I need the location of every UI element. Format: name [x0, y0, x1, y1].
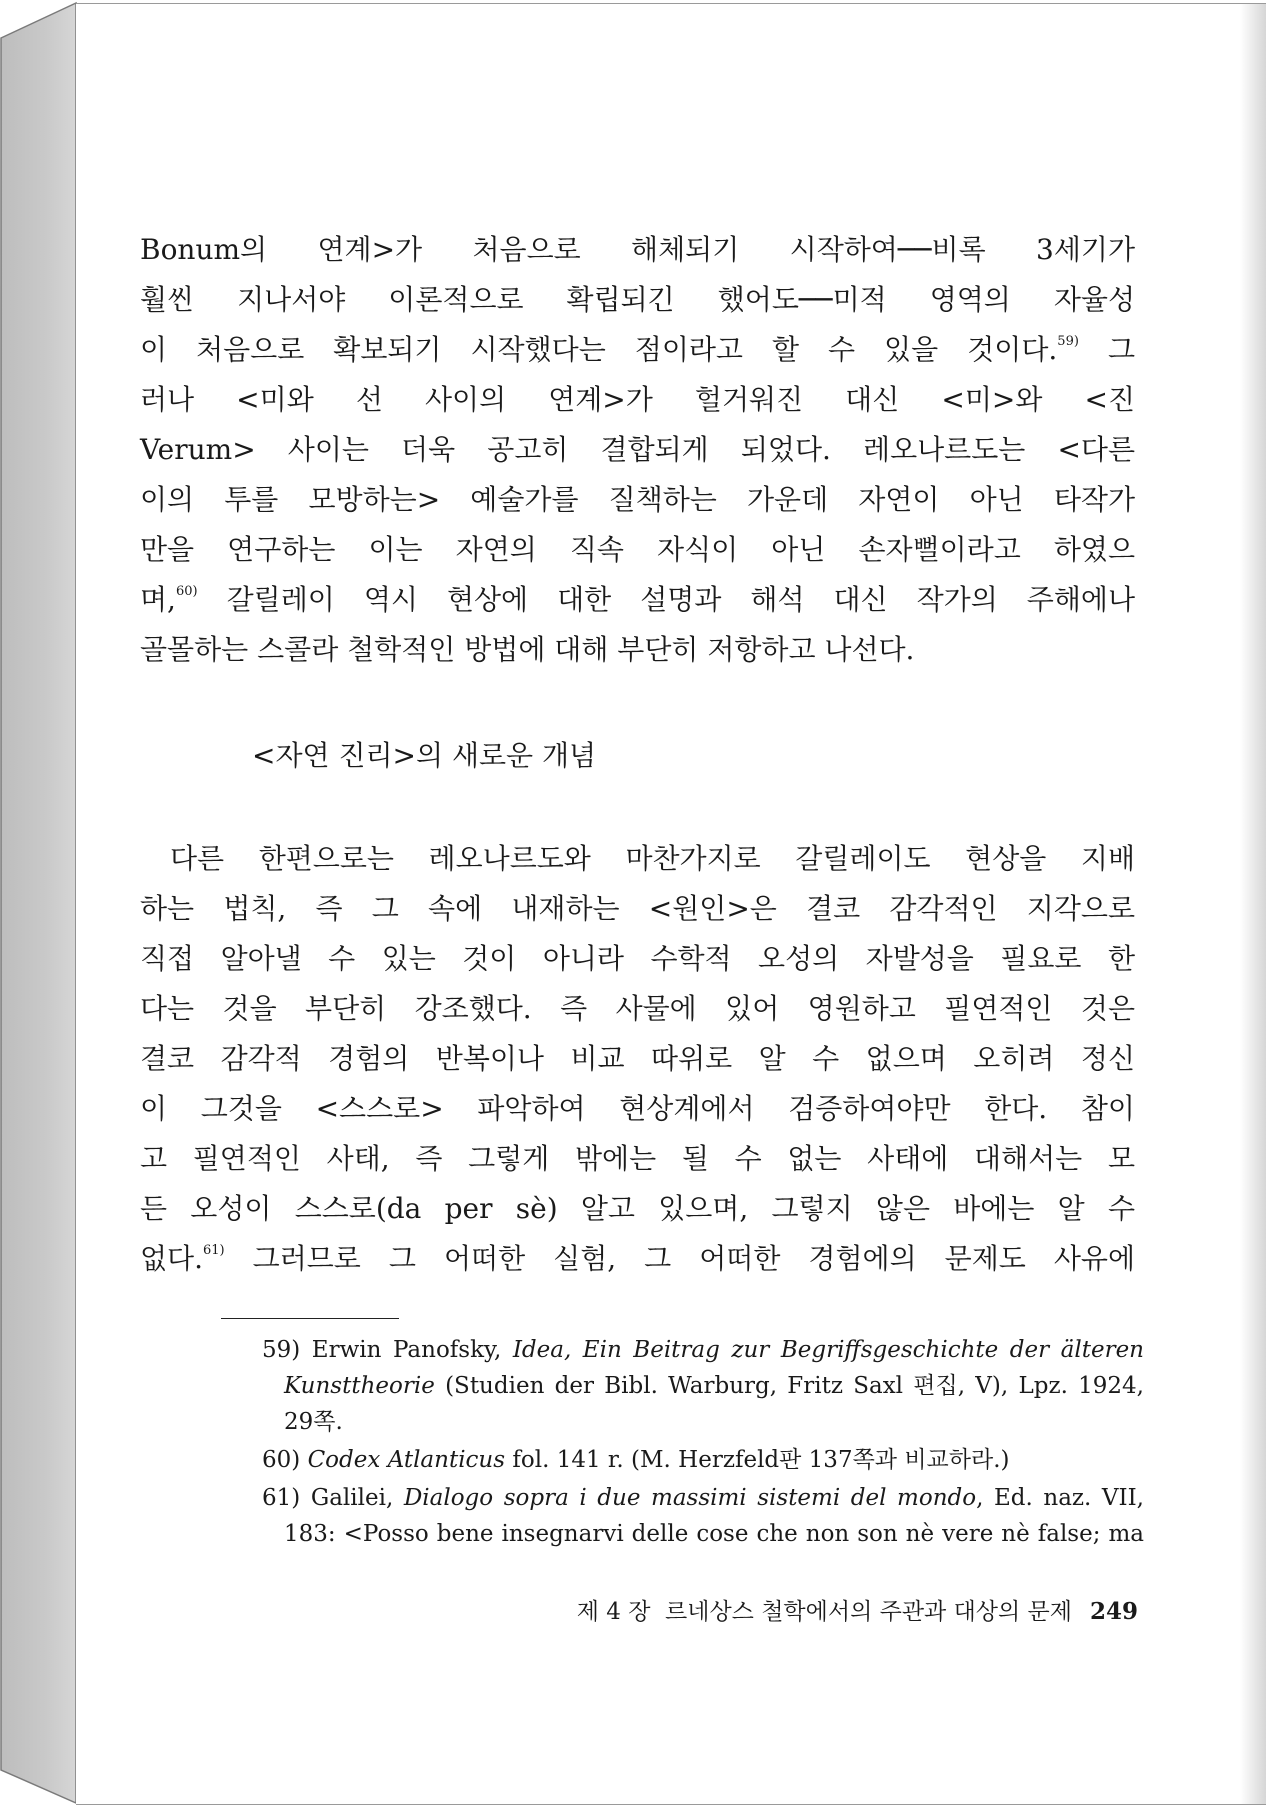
text-segment: 며, [140, 583, 176, 616]
footnote-text: , Ed. naz. VII, [976, 1485, 1144, 1511]
footnote-number: 60) [262, 1447, 301, 1473]
text-line: 골몰하는 스콜라 철학적인 방법에 대해 부단히 저항하고 나선다. [140, 633, 915, 666]
text-line [140, 1234, 1135, 1284]
footnote-line [262, 1332, 1144, 1368]
footnote-ref-61[interactable]: 61) [203, 1243, 225, 1258]
page-number: 249 [1089, 1598, 1138, 1625]
running-footer [498, 1594, 1138, 1630]
text-segment: 없다. [140, 1242, 203, 1275]
footnote-title: Kunsttheorie [284, 1373, 435, 1399]
paragraph-1 [140, 225, 1135, 675]
section-heading: <자연 진리>의 새로운 개념 [252, 739, 597, 772]
footnote-59 [262, 1332, 1144, 1440]
footnote-ref-59[interactable]: 59) [1057, 334, 1079, 349]
text-line: 고 필연적인 사태, 즉 그렇게 밖에는 될 수 없는 사태에 대해서는 모 [140, 1142, 1135, 1175]
footnote-60 [262, 1442, 1144, 1478]
text-line: 다는 것을 부단히 강조했다. 즉 사물에 있어 영원하고 필연적인 것은 [140, 992, 1135, 1025]
footnote-number: 59) [262, 1337, 301, 1363]
footnote-ref-60[interactable]: 60) [175, 584, 198, 599]
text-line: 러나 <미와 선 사이의 연계>가 헐거워진 대신 <미>와 <진 [140, 383, 1135, 416]
text-line: 이의 투를 모방하는> 예술가를 질책하는 가운데 자연이 아닌 타작가 [140, 483, 1135, 516]
footnotes [262, 1332, 1144, 1554]
footnote-text: fol. 141 r. (M. Herzfeld판 137쪽과 비교하라.) [505, 1447, 1010, 1473]
footnote-61 [262, 1480, 1144, 1552]
footnote-line: 183: <Posso bene insegnarvi delle cose che non son nè vere nè false; ma [284, 1521, 1144, 1547]
footnote-author: Erwin Panofsky, [311, 1337, 513, 1363]
footnote-author: Galilei, [310, 1485, 404, 1511]
text-line: 만을 연구하는 이는 자연의 직속 자식이 아닌 손자뻘이라고 하였으 [140, 533, 1135, 566]
text-line: 훨씬 지나서야 이론적으로 확립되긴 했어도──미적 영역의 자율성 [140, 283, 1135, 316]
footnote-number: 61) [262, 1485, 301, 1511]
text-line: 든 오성이 스스로(da per sè) 알고 있으며, 그렇지 않은 바에는 알 수 [140, 1192, 1135, 1225]
footnote-title: Idea, Ein Beitrag zur Begriffsgeschichte der älteren [512, 1337, 1144, 1363]
footnote-line: 29쪽. [284, 1409, 343, 1435]
chapter-title: 제 4 장 르네상스 철학에서의 주관과 대상의 문제 [576, 1599, 1072, 1625]
footnote-title: Dialogo sopra i due massimi sistemi del mondo [403, 1485, 977, 1511]
text-line: 직접 알아낼 수 있는 것이 아니라 수학적 오성의 자발성을 필요로 한 [140, 942, 1135, 975]
footnote-line [262, 1368, 1144, 1404]
text-segment: 갈릴레이 역시 현상에 대한 설명과 해석 대신 작가의 주해에나 [197, 583, 1135, 616]
footnote-text: (Studien der Bibl. Warburg, Fritz Saxl 편집, V), Lpz. 1924, [434, 1373, 1144, 1399]
text-segment: 그 [1078, 333, 1135, 366]
text-line [140, 325, 1135, 375]
footnote-separator [221, 1318, 399, 1319]
text-line: Bonum의 연계>가 처음으로 해체되기 시작하여──비록 3세기가 [140, 233, 1135, 266]
page-edge-shadow [1240, 4, 1266, 1804]
book-spine [0, 0, 78, 1806]
text-line: 다른 한편으로는 레오나르도와 마찬가지로 갈릴레이도 현상을 지배 [170, 842, 1135, 875]
footnote-line [262, 1480, 1144, 1516]
text-segment: 이 처음으로 확보되기 시작했다는 점이라고 할 수 있을 것이다. [140, 333, 1058, 366]
footnote-title: Codex Atlanticus [307, 1447, 506, 1473]
footnote-line [262, 1442, 1144, 1478]
text-line [140, 575, 1135, 625]
paragraph-2 [140, 834, 1135, 1284]
text-line: 이 그것을 <스스로> 파악하여 현상계에서 검증하여야만 한다. 참이 [140, 1092, 1135, 1125]
text-segment: 그러므로 그 어떠한 실험, 그 어떠한 경험에의 문제도 사유에 [224, 1242, 1135, 1275]
text-line: 결코 감각적 경험의 반복이나 비교 따위로 알 수 없으며 오히려 정신 [140, 1042, 1135, 1075]
text-line: Verum> 사이는 더욱 공고히 결합되게 되었다. 레오나르도는 <다른 [140, 433, 1135, 466]
text-line: 하는 법칙, 즉 그 속에 내재하는 <원인>은 결코 감각적인 지각으로 [140, 892, 1135, 925]
